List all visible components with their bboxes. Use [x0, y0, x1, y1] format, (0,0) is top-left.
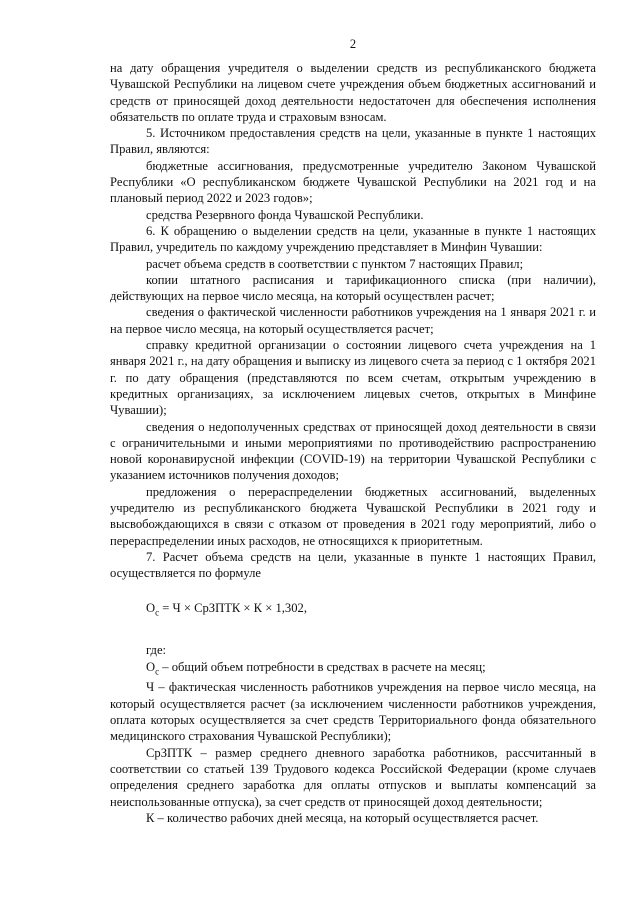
- definition-text: Ч – фактическая численность работников учреждения на первое число месяца, на который осуществляется расчет (за исключением численности работников учреждения, оплата которых осуществляется за счет средств Территориального фонда обязательного медицинского страхования Чувашской Республики);: [110, 680, 596, 744]
- paragraph: копии штатного расписания и тарификационного списка (при наличии), действующих на первое число месяца, на который осуществлен расчет;: [110, 272, 596, 304]
- paragraph: средства Резервного фонда Чувашской Республики.: [146, 207, 424, 222]
- paragraph: сведения о недополученных средствах от приносящей доход деятельности в связи с ограничительными и иными мероприятиями по противодействию распространению новой коронавирусной инфекции (COVID-19) на территории Чувашской Республики с указанием источников получения доходов;: [110, 419, 596, 483]
- definition-text: – общий объем потребности в средствах в расчете на месяц;: [159, 659, 486, 674]
- paragraph: расчет объема средств в соответствии с пунктом 7 настоящих Правил;: [146, 256, 524, 271]
- definition-list: [110, 659, 596, 826]
- definition-text: СрЗПТК – размер среднего дневного заработка работников, рассчитанный в соответствии со статьей 139 Трудового кодекса Российской Федерации (кроме случаев определения среднего заработка для оплаты отпусков и выплаты компенсаций за неиспользованные отпуска), за счет средств от приносящей доход деятельности;: [110, 745, 596, 809]
- paragraph: предложения о перераспределении бюджетных ассигнований, выделенных учредителю из республиканского бюджета Чувашской Республики в 2021 году и высвобождающихся в связи с отказом от проведения в 2021 году мероприятий, либо о перераспределении иных расходов, не относящихся к приоритетным.: [110, 484, 596, 548]
- paragraph: 7. Расчет объема средств на цели, указанные в пункте 1 настоящих Правил, осуществляется по формуле: [110, 549, 596, 581]
- formula-lhs: О: [146, 600, 156, 615]
- paragraph: 6. К обращению о выделении средств на цели, указанные в пункте 1 настоящих Правил, учредитель по каждому учреждению представляет в Минфин Чувашии:: [110, 223, 596, 255]
- definition-item: [110, 810, 596, 826]
- definition-item: [110, 659, 596, 680]
- page-number: 2: [349, 37, 357, 51]
- definition-item: [110, 745, 596, 810]
- definition-item: [110, 679, 596, 744]
- paragraph: 5. Источником предоставления средств на цели, указанные в пункте 1 настоящих Правил, являются:: [110, 126, 596, 157]
- document-body: [110, 60, 596, 826]
- paragraph-list: [110, 60, 596, 582]
- formula-rhs: = Ч × СрЗПТК × К × 1,302,: [159, 600, 307, 615]
- definition-text: К – количество рабочих дней месяца, на который осуществляется расчет.: [146, 810, 539, 825]
- formula-lhs-subscript: с: [155, 607, 160, 618]
- where-label: где:: [146, 643, 167, 658]
- formula: [110, 600, 596, 621]
- paragraph: на дату обращения учредителя о выделении средств из республиканского бюджета Чувашской Республики на лицевом счете учреждения объем бюджетных ассигнований и средств от приносящей доход деятельности недостаточен для обеспечения исполнения обязательств по оплате труда и страховым взносам.: [110, 61, 596, 124]
- paragraph: сведения о фактической численности работников учреждения на 1 января 2021 г. и на первое число месяца, на который осуществляется расчет;: [110, 305, 596, 336]
- paragraph: справку кредитной организации о состоянии лицевого счета учреждения на 1 января 2021 г., на дату обращения и выписку из лицевого счета за период с 1 октября 2021 г. по дату обращения (представляются по всем счетам, открытым учреждению в кредитных организациях, за исключением лицевых счетов, открытых в Минфине Чувашии);: [110, 338, 596, 418]
- definition-symbol-subscript: с: [155, 666, 160, 677]
- definition-symbol: О: [146, 659, 156, 674]
- paragraph: бюджетные ассигнования, предусмотренные учредителю Законом Чувашской Республики «О республиканском бюджете Чувашской Республики на 2021 год и на плановый период 2022 и 2023 годов»;: [110, 158, 596, 206]
